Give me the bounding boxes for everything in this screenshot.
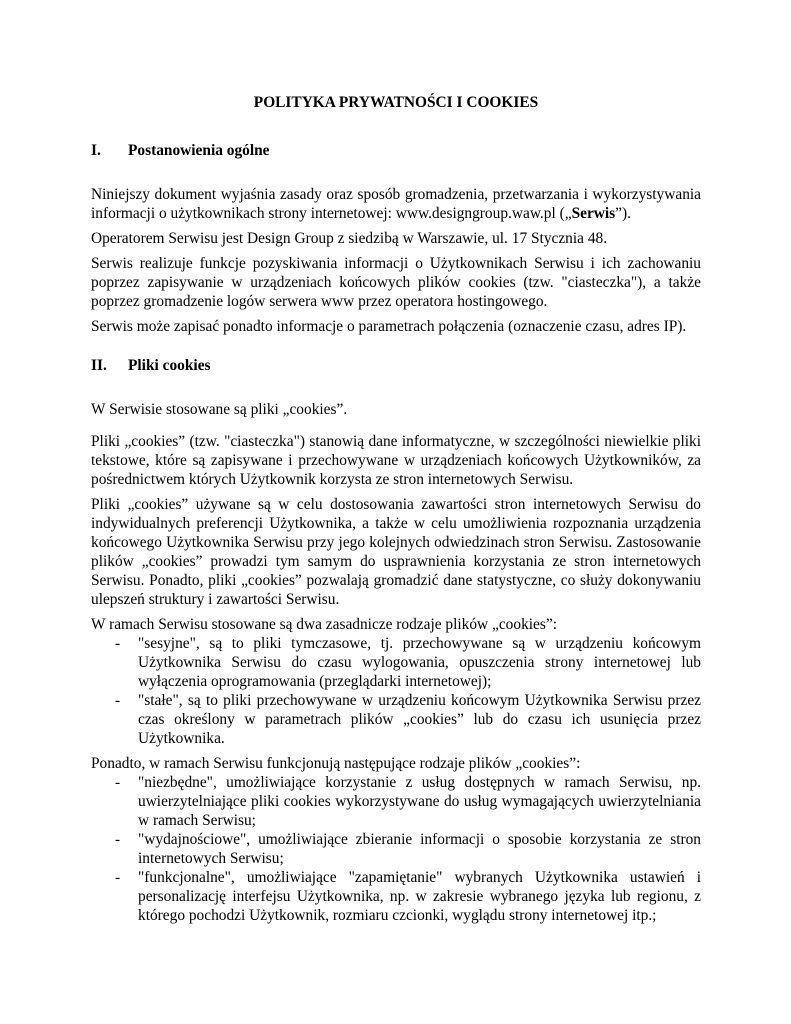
paragraph: Serwis może zapisać ponadto informacje o parametrach połączenia (oznaczenie czasu, adres IP). (91, 318, 687, 335)
document-title: POLITYKA PRYWATNOŚCI I COOKIES (253, 94, 539, 111)
list-item-text: "wydajnościowe", umożliwiające zbieranie informacji o sposobie korzystania ze stron internetowych Serwisu; (138, 831, 701, 867)
dash-bullet: - (115, 692, 121, 709)
dash-bullet: - (115, 831, 121, 848)
cookie-functions-list (91, 773, 701, 925)
section-number: II. (91, 357, 107, 374)
dash-bullet: - (115, 774, 121, 791)
dash-bullet: - (115, 869, 121, 886)
list-item-text: "sesyjne", są to pliki tymczasowe, tj. przechowywane są w urządzeniu końcowym Użytkownika Serwisu do czasu wylogowania, opuszczenia strony internetowej lub wyłączenia oprogramowania (przeglądarki internetowej); (138, 635, 701, 690)
serwis-bold: Serwis (571, 205, 616, 222)
paragraph: Pliki „cookies” (tzw. "ciasteczka") stanowią dane informatyczne, w szczególności niewielkie pliki tekstowe, które są zapisywane i przechowywane w urządzeniach końcowych Użytkowników, za pośrednictwem których Użytkownik korzysta ze stron internetowych Serwisu. (91, 433, 701, 488)
paragraph-text: Niniejszy dokument wyjaśnia zasady oraz sposób gromadzenia, przetwarzania i wykorzystywania informacji o użytkownikach strony internetowej: www.designgroup.waw.pl („ (91, 186, 701, 222)
paragraph: Pliki „cookies” używane są w celu dostosowania zawartości stron internetowych Serwisu do indywidualnych preferencji Użytkownika, a także w celu umożliwienia rozpoznania urządzenia końcowego Użytkownika Serwisu przy jego kolejnych odwiedzinach stron Serwisu. Zastosowanie plików „cookies” prowadzi tym samym do usprawnienia korzystania ze stron internetowych Serwisu. Ponadto, pliki „cookies” pozwalają gromadzić dane statystyczne, co służy dokonywaniu ulepszeń struktury i zawartości Serwisu. (91, 496, 701, 608)
list-item (91, 691, 701, 748)
paragraph (91, 185, 701, 223)
paragraph: W ramach Serwisu stosowane są dwa zasadnicze rodzaje plików „cookies”: (91, 616, 557, 633)
paragraph: Serwis realizuje funkcje pozyskiwania informacji o Użytkownikach Serwisu i ich zachowaniu poprzez zapisywanie w urządzeniach końcowych plików cookies (tzw. "ciasteczka"), a także poprzez gromadzenie logów serwera www przez operatora hostingowego. (91, 255, 701, 310)
section-number: I. (91, 142, 101, 159)
list-item-text: "stałe", są to pliki przechowywane w urządzeniu końcowym Użytkownika Serwisu przez czas określony w parametrach plików „cookies” lub do czasu ich usunięcia przez Użytkownika. (138, 692, 701, 747)
list-item (91, 868, 701, 925)
dash-bullet: - (115, 635, 121, 652)
list-item (91, 773, 701, 830)
section-heading-1 (91, 141, 701, 160)
paragraph-text: ”). (615, 205, 631, 222)
list-item (91, 634, 701, 691)
cookie-types-list (91, 634, 701, 748)
list-item-text: "niezbędne", umożliwiające korzystanie z usług dostępnych w ramach Serwisu, np. uwierzytelniające pliki cookies wykorzystywane do usług wymagających uwierzytelniania w ramach Serwisu; (138, 774, 701, 829)
section-title: Postanowienia ogólne (128, 142, 270, 159)
paragraph: W Serwisie stosowane są pliki „cookies”. (91, 401, 348, 418)
paragraph: Operatorem Serwisu jest Design Group z siedzibą w Warszawie, ul. 17 Stycznia 48. (91, 230, 608, 247)
paragraph: Ponadto, w ramach Serwisu funkcjonują następujące rodzaje plików „cookies”: (91, 755, 581, 772)
document-page (91, 93, 701, 931)
section-title: Pliki cookies (128, 357, 211, 374)
list-item (91, 830, 701, 868)
list-item-text: "funkcjonalne", umożliwiające "zapamiętanie" wybranych Użytkownika ustawień i personalizację interfejsu Użytkownika, np. w zakresie wybranego języka lub regionu, z którego pochodzi Użytkownik, rozmiaru czcionki, wyglądu strony internetowej itp.; (138, 869, 701, 924)
section-heading-2 (91, 356, 701, 375)
